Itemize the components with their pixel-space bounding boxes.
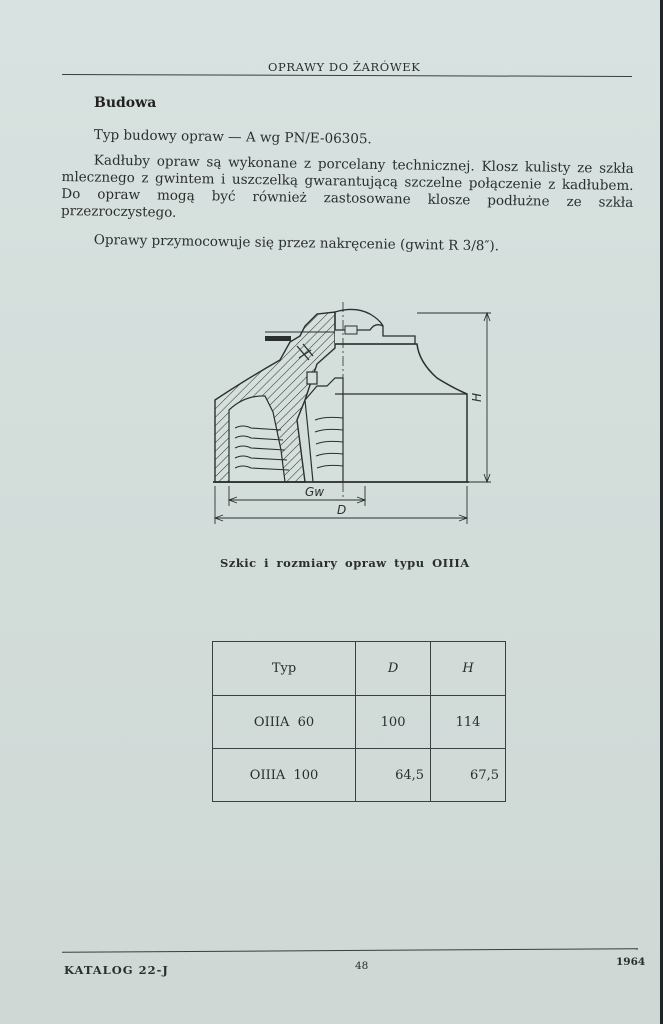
header-h: H (431, 642, 506, 696)
gasket-band (265, 336, 291, 341)
row2-d: 64,5 (356, 749, 431, 802)
paragraph-type: Typ budowy opraw — A wg PN/E-06305. (93, 127, 372, 148)
row1-d: 100 (356, 696, 431, 749)
paragraph-mounting: Oprawy przymocowuje się przez nakręcenie (gwint R 3/8″). (93, 232, 500, 255)
thread-dimension-label: Gw (305, 485, 325, 499)
cap-dome (335, 309, 383, 326)
running-header: OPRAWY DO ŻARÓWEK (268, 60, 421, 74)
dimensions-table (212, 641, 506, 802)
figure-caption: Szkic i rozmiary opraw typu OIIIA (220, 556, 470, 570)
lamp-fitting-drawing (205, 300, 505, 530)
catalog-year: 1964 (616, 956, 646, 968)
height-dimension-label: H (470, 392, 484, 402)
diameter-dimension-label: D (337, 503, 347, 517)
catalog-label: KATALOG 22-J (64, 963, 169, 977)
row2-typ: OIIIA 100 (249, 767, 319, 783)
page-number: 48 (355, 960, 369, 972)
table-header-row (213, 642, 506, 696)
row2-h: 67,5 (431, 749, 506, 802)
table-row (213, 749, 506, 802)
header-rule (62, 74, 632, 77)
contact-screw (307, 372, 317, 384)
footer-rule (62, 948, 638, 953)
body-right-profile (335, 344, 467, 482)
row1-typ: OIIIA 60 (213, 696, 356, 749)
header-d: D (356, 642, 431, 696)
row1-h: 114 (431, 696, 506, 749)
paragraph-construction: Kadłuby opraw są wykonane z porcelany technicznej. Klosz kulisty ze szkła mlecznego z gwintem i uszczelką gwarantującą szczelne połączenie z kadłubem. Do opraw mogą być również zastosowane klosze podłużne ze szkła przezroczystego. (60, 152, 634, 221)
section-heading: Budowa (94, 95, 157, 111)
cap-terminal (345, 326, 357, 334)
table-row (213, 696, 506, 749)
header-typ: Typ (213, 642, 356, 696)
